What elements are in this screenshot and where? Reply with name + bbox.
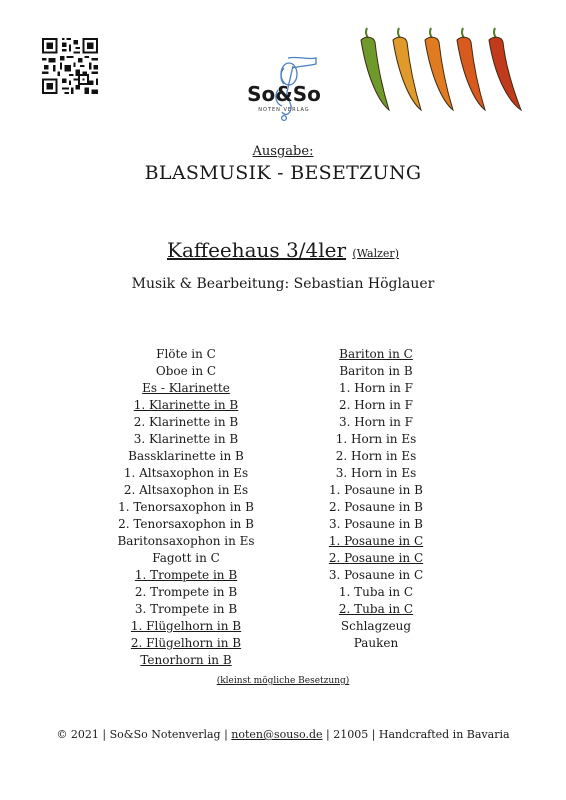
instrument-item: Tenorhorn in B bbox=[140, 653, 232, 667]
instrument-item: Oboe in C bbox=[155, 364, 217, 378]
instrument-item: Schlagzeug bbox=[340, 619, 412, 633]
instrument-item: 1. Tenorsaxophon in B bbox=[118, 500, 254, 514]
instrument-item: 2. Tenorsaxophon in B bbox=[118, 517, 254, 531]
instrument-item: 2. Klarinette in B bbox=[133, 415, 239, 429]
instrument-item: Baritonsaxophon in Es bbox=[117, 534, 255, 548]
instrument-item: 2. Posaune in C bbox=[328, 551, 424, 565]
instrument-item: 1. Posaune in B bbox=[329, 483, 423, 497]
instrument-item: 2. Horn in F bbox=[339, 398, 413, 412]
title-subtitle: (Walzer) bbox=[352, 247, 399, 260]
instrument-item: 3. Horn in Es bbox=[335, 466, 417, 480]
footer bbox=[0, 728, 566, 741]
instrument-list-right bbox=[266, 346, 486, 652]
instrument-item: 3. Posaune in B bbox=[329, 517, 423, 531]
logo-wordmark: So&So bbox=[247, 82, 321, 106]
publisher-logo bbox=[246, 52, 322, 124]
composer-credit: Musik & Bearbeitung: Sebastian Höglauer bbox=[131, 276, 435, 292]
instrument-item: Fagott in C bbox=[152, 551, 220, 565]
instrument-item: Bariton in C bbox=[339, 347, 413, 361]
instrument-item: 1. Klarinette in B bbox=[133, 398, 239, 412]
instrument-item: Bassklarinette in B bbox=[128, 449, 244, 463]
footer-copyright: © 2021 | So&So Notenverlag | bbox=[56, 728, 232, 741]
instrument-item: 2. Horn in Es bbox=[335, 449, 417, 463]
instrument-item: Bariton in B bbox=[339, 364, 413, 378]
instrument-item: 3. Klarinette in B bbox=[133, 432, 239, 446]
title-main: Kaffeehaus 3/4ler bbox=[167, 238, 347, 262]
qr-code-icon bbox=[42, 38, 98, 94]
instrument-item: 1. Tuba in C bbox=[338, 585, 414, 599]
instrument-item: 1. Horn in F bbox=[339, 381, 413, 395]
instrument-item: 2. Trompete in B bbox=[134, 585, 238, 599]
footer-email-link[interactable]: noten@souso.de bbox=[231, 728, 323, 741]
instrument-item: 3. Horn in F bbox=[339, 415, 413, 429]
instrument-item: 1. Flügelhorn in B bbox=[130, 619, 242, 633]
instrument-item: 2. Altsaxophon in Es bbox=[123, 483, 249, 497]
chili-peppers-icon bbox=[355, 26, 535, 116]
logo-subtitle: NOTEN VERLAG bbox=[258, 107, 310, 113]
edition-label: Ausgabe: bbox=[252, 144, 314, 159]
edition-title: BLASMUSIK - BESETZUNG bbox=[144, 162, 422, 184]
instrument-item: 2. Flügelhorn in B bbox=[130, 636, 242, 650]
piece-title bbox=[0, 238, 566, 262]
instrument-item: 3. Posaune in C bbox=[328, 568, 424, 582]
instrument-item: Flöte in C bbox=[156, 347, 216, 361]
instrument-item: 1. Altsaxophon in Es bbox=[123, 466, 249, 480]
footer-info: | 21005 | Handcrafted in Bavaria bbox=[322, 728, 510, 741]
instrument-item: 1. Posaune in C bbox=[328, 534, 424, 548]
instrument-item: 2. Posaune in B bbox=[329, 500, 423, 514]
instrument-item: 3. Trompete in B bbox=[134, 602, 238, 616]
instrument-item: Pauken bbox=[353, 636, 399, 650]
instrument-list-left bbox=[76, 346, 296, 669]
instrument-item: 2. Tuba in C bbox=[338, 602, 414, 616]
minimum-instrumentation-note: (kleinst mögliche Besetzung) bbox=[216, 676, 350, 686]
instrument-item: 1. Trompete in B bbox=[134, 568, 238, 582]
instrument-item: Es - Klarinette bbox=[142, 381, 230, 395]
instrument-item: 1. Horn in Es bbox=[335, 432, 417, 446]
